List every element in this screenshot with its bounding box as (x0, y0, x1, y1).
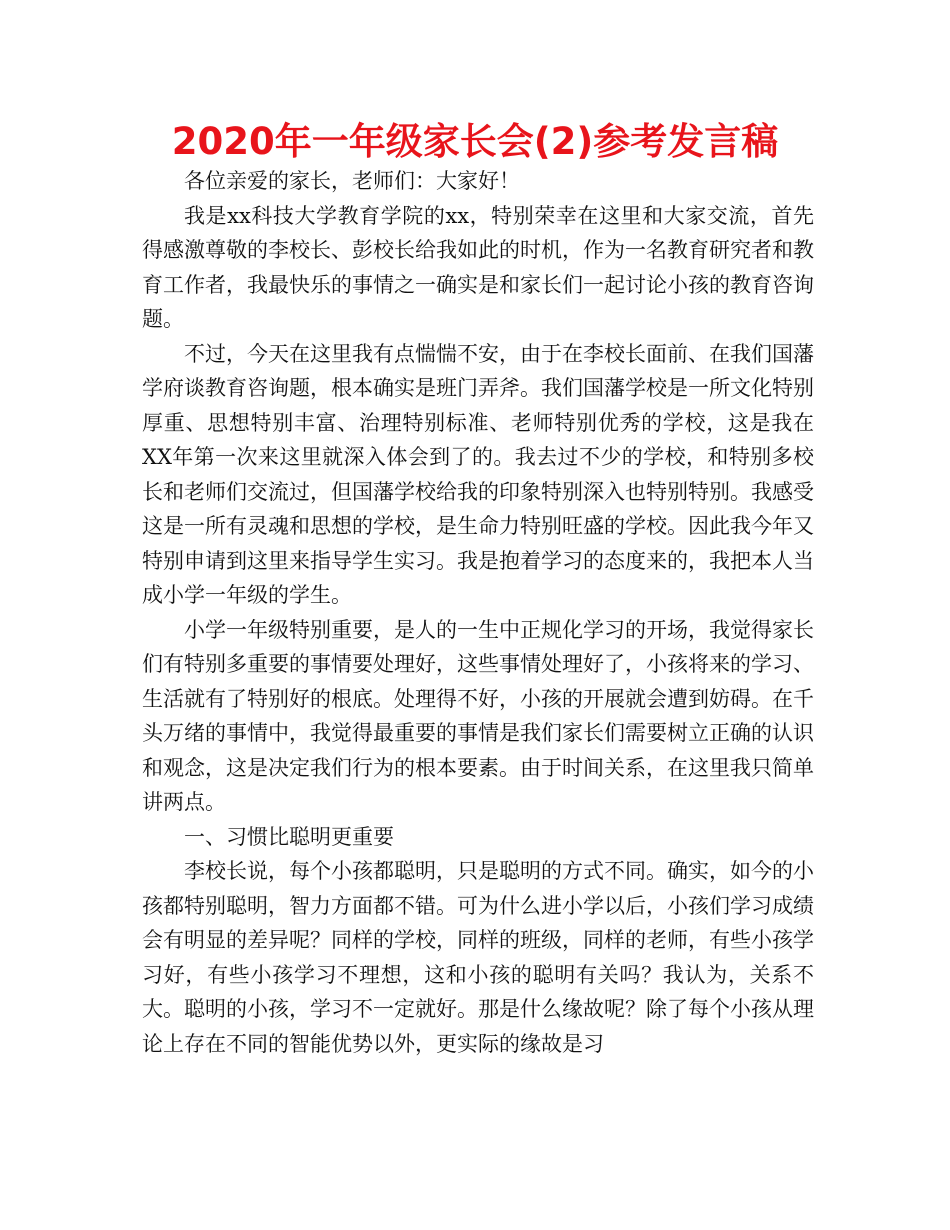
document-body (142, 164, 814, 1061)
section-heading-habits: 一、习惯比聪明更重要 (184, 824, 394, 849)
paragraph-introduction: 我是xx科技大学教育学院的xx，特别荣幸在这里和大家交流，首先得感激尊敬的李校长、彭校长给我如此的时机，作为一名教育研究者和教育工作者，我最快乐的事情之一确实是和家长们一起讨论小孩的教育咨询题。 (142, 203, 814, 331)
document-title: 2020年一年级家长会(2)参考发言稿 (171, 120, 779, 163)
paragraph-school-praise: 不过，今天在这里我有点惴惴不安，由于在李校长面前、在我们国藩学府谈教育咨询题，根本确实是班门弄斧。我们国藩学校是一所文化特别厚重、思想特别丰富、治理特别标准、老师特别优秀的学校，这是我在XX年第一次来这里就深入体会到了的。我去过不少的学校，和特别多校长和老师们交流过，但国藩学校给我的印象特别深入也特别特别。我感受这是一所有灵魂和思想的学校，是生命力特别旺盛的学校。因此我今年又特别申请到这里来指导学生实习。我是抱着学习的态度来的，我把本人当成小学一年级的学生。 (142, 341, 814, 607)
paragraph-first-grade-importance: 小学一年级特别重要，是人的一生中正规化学习的开场，我觉得家长们有特别多重要的事情要处理好，这些事情处理好了，小孩将来的学习、生活就有了特别好的根底。处理得不好，小孩的开展就会遭到妨碍。在千头万绪的事情中，我觉得最重要的事情是我们家长们需要树立正确的认识和观念，这是决定我们行为的根本要素。由于时间关系，在这里我只简单讲两点。 (142, 617, 814, 814)
paragraph-greeting: 各位亲爱的家长，老师们：大家好！ (184, 169, 520, 193)
paragraph-habits-vs-intelligence: 李校长说，每个小孩都聪明，只是聪明的方式不同。确实，如今的小孩都特别聪明，智力方面都不错。可为什么进小学以后，小孩们学习成绩会有明显的差异呢？同样的学校，同样的班级，同样的老师，有些小孩学习好，有些小孩学习不理想，这和小孩的聪明有关吗？我认为，关系不大。聪明的小孩，学习不一定就好。那是什么缘故呢？除了每个小孩从理论上存在不同的智能优势以外，更实际的缘故是习 (142, 859, 814, 1056)
